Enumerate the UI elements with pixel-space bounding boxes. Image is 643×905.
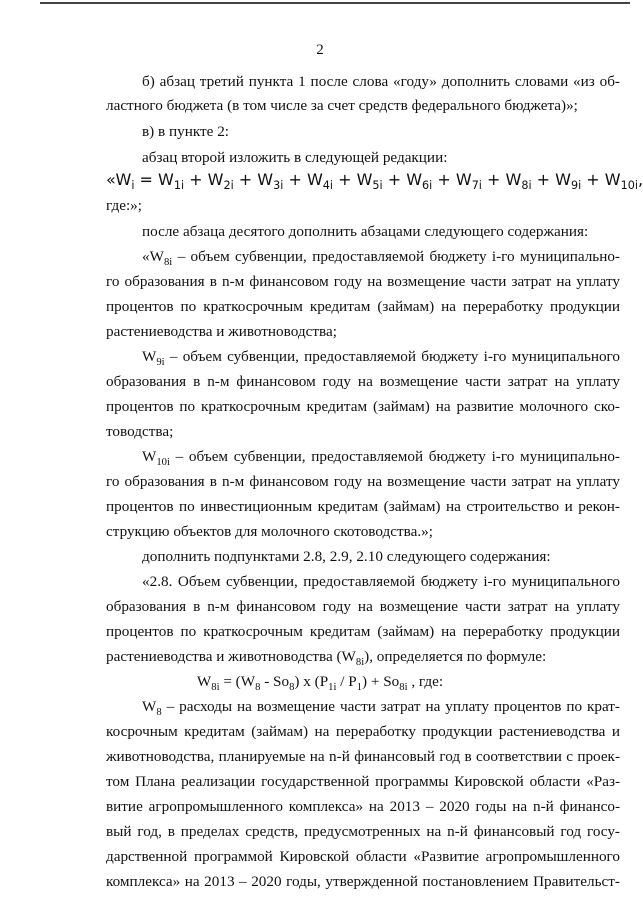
- text-line: б) абзац третий пункта 1 после слова «году» дополнить словами «из об-: [142, 73, 620, 90]
- text-line: процентов по инвестиционным кредитам (займам) на строительство и рекон-: [106, 498, 620, 515]
- text-line: комплекса» на 2013 – 2020 годы, утвержденной постановлением Правительст-: [106, 873, 620, 890]
- text-line: образования в n-м финансовом году на возмещение части затрат на уплату: [106, 598, 620, 615]
- text-line: «$W_{8i}$ – объем субвенции, предоставляемой бюджету i-го муниципально-: [142, 248, 620, 268]
- text-line: растениеводства и животноводства;: [106, 323, 337, 340]
- text-line: товодства;: [106, 423, 174, 440]
- text-line: $W_{10i}$ – объем субвенции, предоставляемой бюджету i-го муниципально-: [142, 448, 620, 468]
- text-line: дополнить подпунктами 2.8, 2.9, 2.10 следующего содержания:: [142, 548, 551, 565]
- formula-line: $W_{8i} = (W_8 - So_8)$ x $(P_{1i} / P_1) + So_{8i}$ , где:: [196, 673, 444, 693]
- text-line: дарственной программой Кировской области «Развитие агропромышленного: [106, 848, 620, 865]
- text-line: ластного бюджета (в том числе за счет средств федерального бюджета)»;: [106, 97, 578, 114]
- text-line: животноводства, планируемые на n-й финансовый год в соответствии с проек-: [106, 748, 620, 765]
- text-line: витие агропромышленного комплекса» на 2013 – 2020 годы на n-й финансо-: [106, 798, 620, 815]
- text-line: после абзаца десятого дополнить абзацами следующего содержания:: [142, 223, 589, 240]
- text-line: го образования в n-м финансовом году на возмещение части затрат на уплату: [106, 473, 620, 490]
- text-line: вый год, в пределах средств, предусмотренных на n-й финансовый год госу-: [106, 823, 620, 840]
- text-line: го образования в n-м финансовом году на возмещение части затрат на уплату: [106, 273, 620, 290]
- text-line: процентов по краткосрочным кредитам (займам) на переработку продукции: [106, 623, 620, 640]
- text-line: «2.8. Объем субвенции, предоставляемой бюджету i-го муниципального: [142, 573, 620, 590]
- text-line: образования в n-м финансовом году на возмещение части затрат на уплату: [106, 373, 620, 390]
- text-line: $W_{9i}$ – объем субвенции, предоставляемой бюджету i-го муниципального: [142, 348, 620, 368]
- text-line: процентов по краткосрочным кредитам (займам) на переработку продукции: [106, 298, 620, 315]
- text-line: струкцию объектов для молочного скотоводства.»;: [106, 523, 433, 540]
- text-line: том Плана реализации государственной программы Кировской области «Раз-: [106, 773, 620, 790]
- text-line: $W_8$ – расходы на возмещение части затрат на уплату процентов по крат-: [142, 698, 620, 718]
- text-line: косрочным кредитам (займам) на переработку продукции растениеводства и: [106, 723, 620, 740]
- formula-line: «$W_i = W_{1i} + W_{2i} + W_{3i} + W_{4i} + W_{5i} + W_{6i} + W_{7i} + W_{8i} + W_{9i} + W_{10i}$,: [106, 170, 643, 192]
- text-line: где:»;: [106, 197, 142, 214]
- top-border-line: [40, 2, 630, 4]
- text-line: абзац второй изложить в следующей редакции:: [142, 149, 448, 166]
- text-line: в) в пункте 2:: [142, 123, 230, 140]
- text-line: процентов по краткосрочным кредитам (займам) на развитие молочного ско-: [106, 398, 620, 415]
- page-number: 2: [316, 42, 324, 58]
- text-line: растениеводства и животноводства $(W_{8i})$, определяется по формуле:: [106, 648, 547, 668]
